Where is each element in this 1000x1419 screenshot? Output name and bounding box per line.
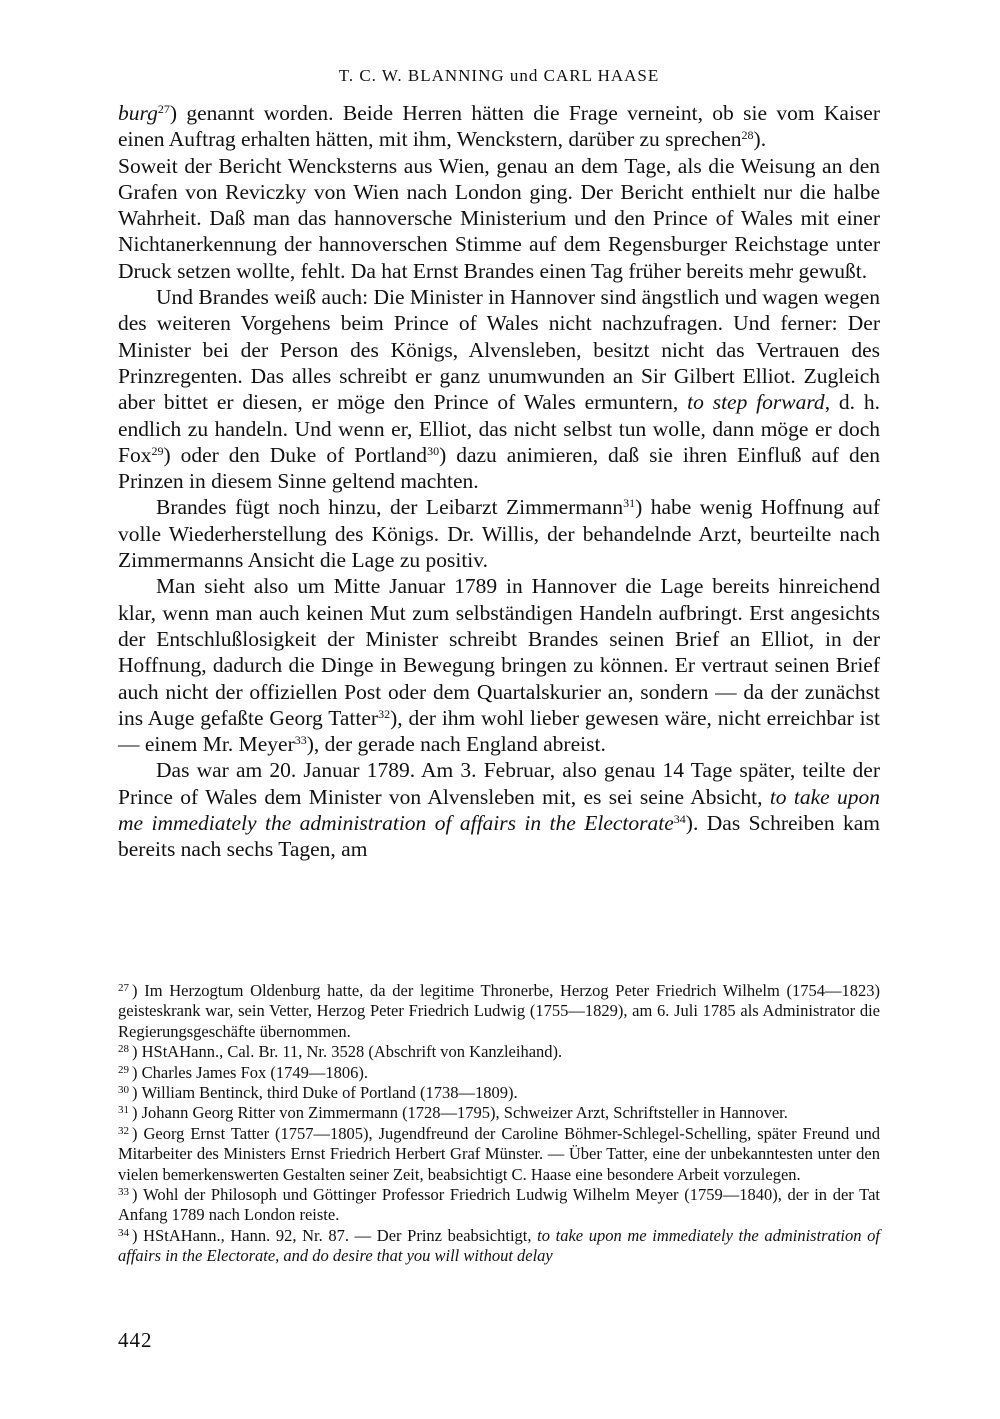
text-run: ) genannt worden. Beide Herren hätten die Frage verneint, ob sie vom Kaiser einen Auftrag erhalten hätten, mit ihm, Wenckstern, darüber zu sprechen <box>118 101 880 152</box>
paragraph <box>118 573 880 757</box>
text-run: Man sieht also um Mitte Januar 1789 in Hannover die Lage bereits hinreichend klar, wenn man auch keinen Mut zum selbständigen Handeln aufbringt. Erst angesichts der Entschlußlosigkeit der Minister schreibt Brandes seinen Brief an Elliot, in der Hoffnung, dadurch die Dinge in Bewegung bringen zu können. Er vertraut seinen Brief auch nicht der offiziellen Post oder dem Quartalskurier an, sondern — da der zunächst ins Auge gefaßte Georg Tatter <box>118 574 880 730</box>
footnote-number: 32 <box>118 1124 129 1137</box>
paragraph <box>118 153 880 284</box>
footnote-number: 31 <box>118 1104 129 1117</box>
footnote <box>118 1042 880 1062</box>
footnote-ref: 28 <box>741 128 754 143</box>
page-number: 442 <box>118 1328 153 1352</box>
text-run: HStAHann., Hann. 92, Nr. 87. — Der Prinz beabsichtigt, <box>143 1225 538 1245</box>
text-run: ) habe wenig Hoffnung auf volle Wiederherstellung des Königs. Dr. Willis, der behandelnde Arzt, beurteilte nach Zimmermanns Ansicht die Lage zu positiv. <box>118 495 880 573</box>
text-run: Soweit der Bericht Wencksterns aus Wien, genau an dem Tage, als die Weisung an den Grafen von Reviczky von Wien nach London ging. Der Bericht enthielt nur die halbe Wahrheit. Daß man das hannoversche Ministerium und den Prince of Wales mit einer Nichtanerkennung der hannoverschen Stimme auf dem Regensburger Reichstage unter Druck setzen wollte, fehlt. Da hat Ernst Brandes einen Tag früher bereits mehr gewußt. <box>118 153 880 283</box>
italic-text: to take upon me immediately the administration of affairs in the Electorate, and do desire that you will without delay <box>118 1225 880 1266</box>
text-run: Georg Ernst Tatter (1757—1805), Jugendfreund der Caroline Böhmer-Schlegel-Schelling, später Freund und Mitarbeiter des Ministers Ernst Friedrich Herbert Graf Münster. — Über Tatter, eine der unbekanntesten unter den vielen bemerkenswerten Gestalten seiner Zeit, beabsichtigt C. Haase eine besondere Arbeit vorzulegen. <box>118 1123 880 1184</box>
footnote-number: 30 <box>118 1084 129 1097</box>
text-run: Johann Georg Ritter von Zimmermann (1728—1795), Schweizer Arzt, Schriftsteller in Hannover. <box>141 1103 788 1123</box>
footnote-paren: ) <box>132 1103 142 1123</box>
paragraph <box>118 100 880 153</box>
text-run: ), der gerade nach England abreist. <box>306 732 606 757</box>
paragraph <box>118 757 880 862</box>
text-run: ). <box>753 127 767 152</box>
text-run: Im Herzogtum Oldenburg hatte, da der legitime Thronerbe, Herzog Peter Friedrich Wilhelm (1754—1823) geisteskrank war, sein Vetter, Herzog Peter Friedrich Ludwig (1755—1829), am 6. Juli 1785 als Administrator die Regierungsgeschäfte übernommen. <box>118 981 880 1041</box>
italic-text: to take upon me immediately the administration of affairs in the Electorate <box>118 784 880 836</box>
paragraph <box>118 494 880 573</box>
footnote <box>118 1063 880 1083</box>
footnote <box>118 1185 880 1226</box>
footnote-ref: 32 <box>378 706 391 721</box>
text-run: ), der ihm wohl lieber gewesen wäre, nicht erreichbar ist — einem Mr. Meyer <box>118 705 880 757</box>
footnote-paren: ) <box>132 1185 144 1205</box>
footnote <box>118 1103 880 1123</box>
text-run: Das war am 20. Januar 1789. Am 3. Februar, also genau 14 Tage später, teilte der Prince of Wales dem Minister von Alvensleben mit, es sei seine Absicht, <box>118 758 880 809</box>
footnote-ref: 27 <box>157 102 170 116</box>
footnote-paren: ) <box>132 1123 144 1143</box>
footnote-ref: 31 <box>623 496 636 511</box>
italic-text: burg <box>118 101 158 125</box>
footnote-number: 28 <box>118 1043 129 1056</box>
text-run: ) oder den Duke of Portland <box>163 442 428 467</box>
footnote-ref: 34 <box>673 812 686 827</box>
paragraph <box>118 284 880 494</box>
text-run: , d. h. endlich zu handeln. Und wenn er, Elliot, das nicht selbst tun wolle, dann möge er doch Fox <box>118 390 880 467</box>
text-run: Charles James Fox (1749—1806). <box>141 1062 369 1082</box>
footnote-ref: 33 <box>294 733 307 748</box>
text-run: HStAHann., Cal. Br. 11, Nr. 3528 (Abschrift von Kanzleihand). <box>141 1042 563 1062</box>
footnote <box>118 1226 880 1267</box>
text-run: Und Brandes weiß auch: Die Minister in Hannover sind ängstlich und wagen wegen des weiteren Vorgehens beim Prince of Wales nicht nachzufragen. Und ferner: Der Minister bei der Person des Königs, Alvensleben, besitzt nicht das Vertrauen des Prinzregenten. Das alles schreibt er ganz unumwunden an Sir Gilbert Elliot. Zugleich aber bittet er diesen, er möge den Prince of Wales ermuntern, <box>118 285 880 415</box>
footnote-ref: 30 <box>427 443 440 458</box>
footnote-paren: ) <box>132 1042 142 1062</box>
text-run: Wohl der Philosoph und Göttinger Professor Friedrich Ludwig Wilhelm Meyer (1759—1840), der in der Tat Anfang 1789 nach London reiste. <box>118 1185 880 1225</box>
footnote <box>118 1083 880 1103</box>
footnote-number: 29 <box>118 1063 129 1076</box>
footnote-number: 33 <box>118 1186 129 1199</box>
text-run: ) dazu animieren, daß sie ihren Einfluß auf den Prinzen in diesem Sinne geltend machten. <box>118 442 880 494</box>
footnote-paren: ) <box>132 981 145 1000</box>
italic-text: to step forward <box>687 390 825 415</box>
footnote-paren: ) <box>132 1225 144 1245</box>
footnotes <box>118 981 880 1267</box>
footnote-ref: 29 <box>151 443 164 458</box>
body-text <box>118 100 880 863</box>
text-run: William Bentinck, third Duke of Portland (1738—1809). <box>141 1083 518 1103</box>
footnote-paren: ) <box>132 1062 142 1082</box>
text-run: Brandes fügt noch hinzu, der Leibarzt Zimmermann <box>156 495 624 520</box>
footnote-number: 27 <box>118 982 129 994</box>
footnote <box>118 1124 880 1185</box>
footnote-paren: ) <box>132 1083 142 1103</box>
footnote <box>118 981 880 1042</box>
running-head: T. C. W. BLANNING und CARL HAASE <box>338 66 660 85</box>
text-run: ). Das Schreiben kam bereits nach sechs Tagen, am <box>118 811 881 862</box>
page <box>118 56 881 1352</box>
footnote-number: 34 <box>118 1226 129 1239</box>
